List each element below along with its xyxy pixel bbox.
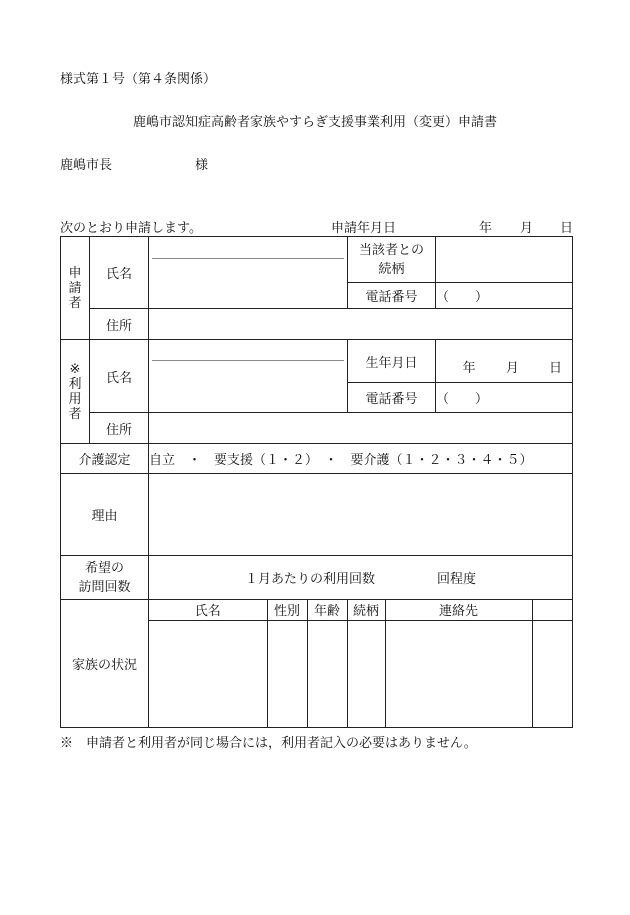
user-section-label: ※ 利 用 者 bbox=[61, 340, 90, 444]
reason-field[interactable] bbox=[149, 474, 573, 556]
user-name-field[interactable] bbox=[149, 340, 348, 413]
family-status-cell bbox=[149, 600, 573, 728]
care-level-options[interactable]: 自立 ・ 要支援（１・２） ・ 要介護（１・２・３・４・５） bbox=[149, 444, 573, 474]
family-header-contact: 連絡先 bbox=[385, 600, 532, 620]
family-name-field[interactable] bbox=[149, 620, 267, 727]
applicant-name-label: 氏名 bbox=[90, 237, 149, 309]
birthdate-day: 日 bbox=[548, 361, 562, 376]
visit-count-field[interactable] bbox=[149, 556, 573, 600]
applicant-address-label: 住所 bbox=[90, 309, 149, 340]
addressee-honorific: 様 bbox=[195, 158, 209, 173]
family-header-gender: 性別 bbox=[267, 600, 307, 620]
family-relation-field[interactable] bbox=[347, 620, 385, 727]
intro-text: 次のとおり申請します。 bbox=[60, 221, 202, 236]
application-date-label: 申請年月日 bbox=[331, 221, 397, 236]
user-name-label: 氏名 bbox=[90, 340, 149, 413]
user-phone-label: 電話番号 bbox=[348, 383, 436, 413]
applicant-section-label: 申 請 者 bbox=[61, 237, 90, 340]
family-extra-field[interactable] bbox=[532, 620, 573, 727]
visit-count-label: 希望の 訪問回数 bbox=[61, 556, 149, 600]
family-header-name: 氏名 bbox=[149, 600, 267, 620]
applicant-phone-label: 電話番号 bbox=[348, 283, 436, 309]
visit-count-text: １月あたりの利用回数 bbox=[244, 572, 375, 587]
reason-label: 理由 bbox=[61, 474, 149, 556]
family-header-relation: 続柄 bbox=[347, 600, 385, 620]
footnote: ※ 申請者と利用者が同じ場合には，利用者記入の必要はありません。 bbox=[60, 736, 477, 751]
family-header-age: 年齢 bbox=[307, 600, 347, 620]
user-birthdate-label: 生年月日 bbox=[348, 340, 436, 383]
family-table bbox=[149, 600, 573, 727]
family-status-label: 家族の状況 bbox=[61, 600, 149, 728]
birthdate-year: 年 bbox=[462, 361, 476, 376]
application-date-month: 月 bbox=[520, 221, 534, 236]
application-form-table bbox=[60, 236, 573, 728]
application-date-year: 年 bbox=[479, 221, 493, 236]
applicant-relation-label: 当該者との 続柄 bbox=[348, 237, 436, 283]
furigana-line bbox=[152, 360, 344, 361]
form-title: 鹿嶋市認知症高齢者家族やすらぎ支援事業利用（変更）申請書 bbox=[132, 115, 497, 130]
visit-count-unit: 回程度 bbox=[437, 572, 477, 587]
applicant-name-field[interactable] bbox=[149, 237, 348, 309]
user-address-label: 住所 bbox=[90, 413, 149, 444]
family-age-field[interactable] bbox=[307, 620, 347, 727]
furigana-line bbox=[152, 258, 344, 259]
family-gender-field[interactable] bbox=[267, 620, 307, 727]
user-phone-field[interactable]: （ ） bbox=[436, 383, 573, 413]
form-number: 様式第１号（第４条関係） bbox=[60, 72, 217, 87]
applicant-address-field[interactable] bbox=[149, 309, 573, 340]
user-address-field[interactable] bbox=[149, 413, 573, 444]
family-contact-field[interactable] bbox=[385, 620, 532, 727]
birthdate-month: 月 bbox=[505, 361, 519, 376]
applicant-phone-field[interactable]: （ ） bbox=[436, 283, 573, 309]
family-header-extra bbox=[532, 600, 573, 620]
addressee: 鹿嶋市長 bbox=[60, 158, 113, 173]
applicant-relation-field[interactable] bbox=[436, 237, 573, 283]
care-level-label: 介護認定 bbox=[61, 444, 149, 474]
application-date-day: 日 bbox=[560, 221, 574, 236]
user-birthdate-field[interactable] bbox=[436, 340, 573, 383]
